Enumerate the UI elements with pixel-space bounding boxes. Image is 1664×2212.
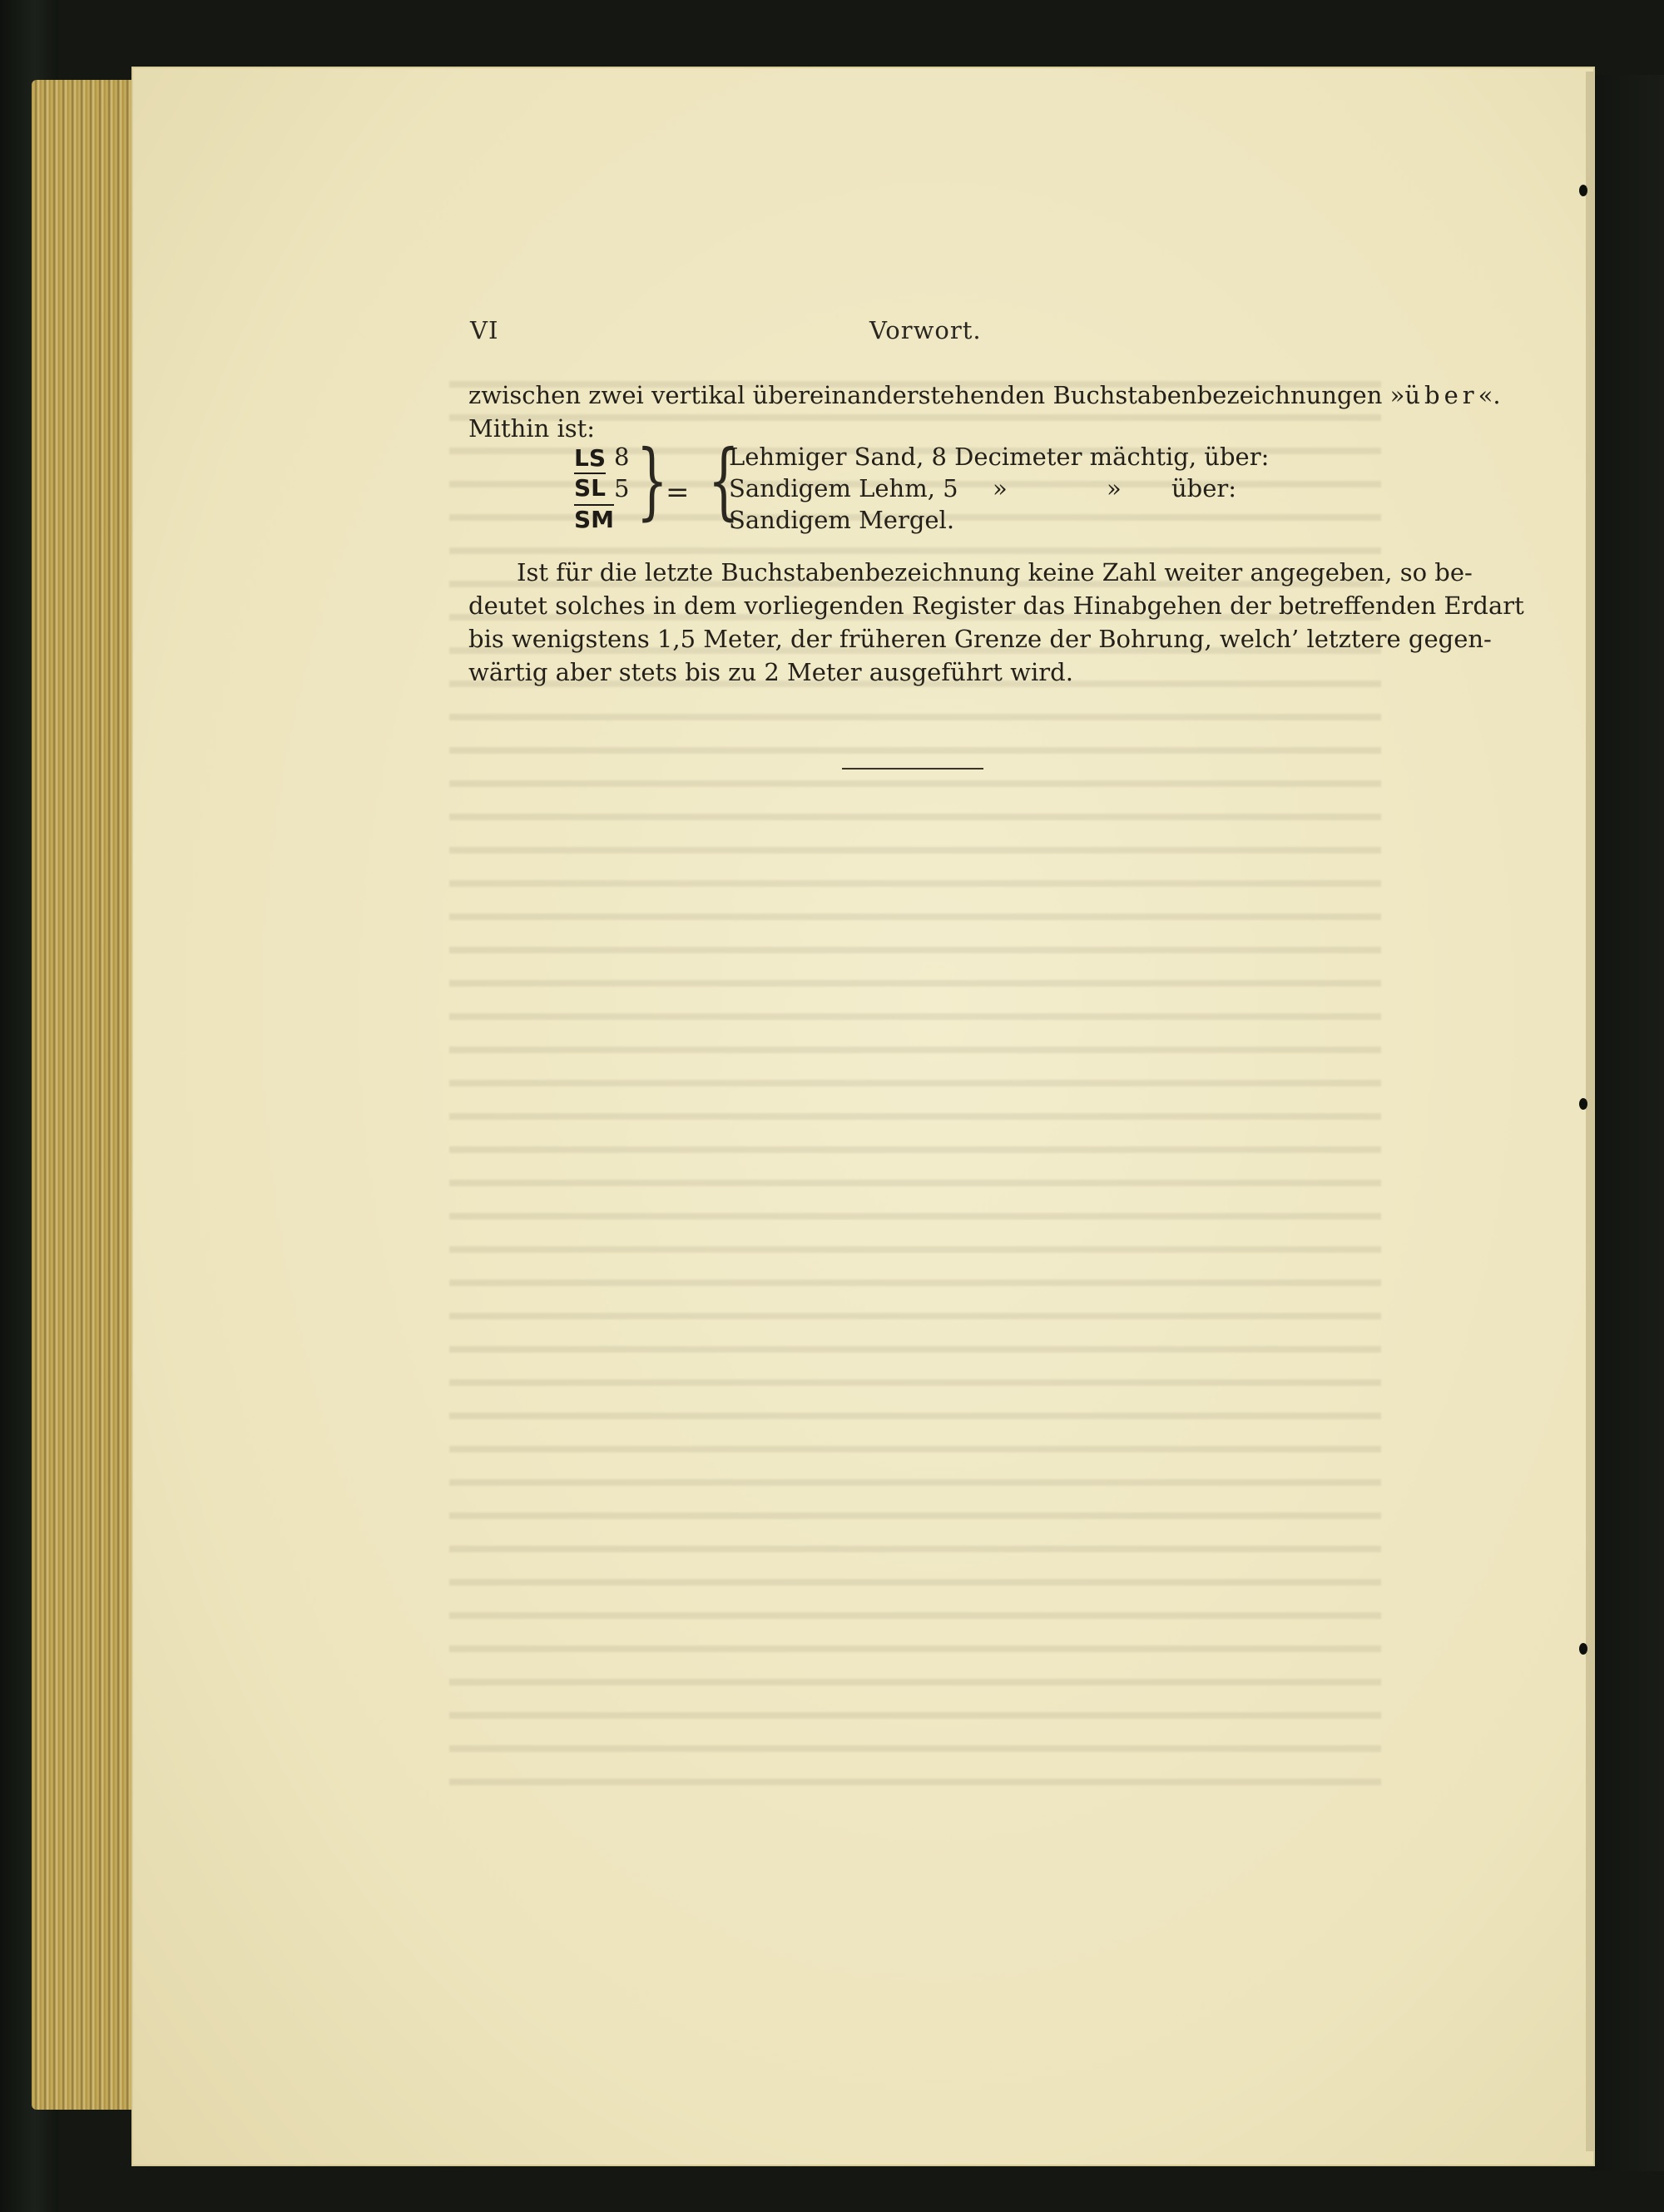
right-background (1591, 75, 1664, 2171)
paragraph-line-1: Ist für die letzte Buchstabenbezeichnung keine Zahl weiter angegeben, so be- (517, 558, 1473, 586)
intro-line-1: zwischen zwei vertikal übereinanderstehenden Buchstabenbezeichnungen »über«. (468, 381, 1501, 409)
symbol-sm: SM (574, 506, 615, 533)
equals-sign: = (666, 476, 690, 509)
running-head (470, 316, 1369, 349)
symbol-ls: LS (574, 444, 607, 472)
right-brace: } (636, 432, 668, 529)
running-title: Vorwort. (869, 316, 982, 344)
number-sl: 5 (614, 474, 630, 502)
ditto-mark-1: » (993, 474, 1008, 502)
left-brace: { (707, 432, 740, 529)
symbol-sl: SL (574, 474, 607, 502)
description-sl-tail: über: (1171, 474, 1237, 502)
next-page-edge (1586, 72, 1594, 2151)
intro-line-2: Mithin ist: (468, 414, 596, 443)
page-edges (32, 80, 148, 2110)
description-sm: Sandigem Mergel. (729, 506, 955, 534)
paragraph-line-2: deutet solches in dem vorliegenden Register das Hinabgehen der betreffenden Erdart (468, 591, 1524, 620)
explanation-paragraph (468, 556, 1524, 689)
description-sl: Sandigem Lehm, 5 (729, 474, 958, 502)
section-divider (842, 768, 983, 769)
intro-text (468, 379, 1501, 445)
paragraph-line-4: wärtig aber stets bis zu 2 Meter ausgeführt wird. (468, 658, 1073, 686)
number-ls: 8 (614, 443, 630, 471)
description-ls: Lehmiger Sand, 8 Decimeter mächtig, über: (729, 443, 1270, 471)
ditto-mark-2: » (1107, 474, 1122, 502)
paragraph-line-3: bis wenigstens 1,5 Meter, der früheren Grenze der Bohrung, welch’ letztere gegen- (468, 625, 1492, 653)
page-number: VI (470, 316, 499, 344)
